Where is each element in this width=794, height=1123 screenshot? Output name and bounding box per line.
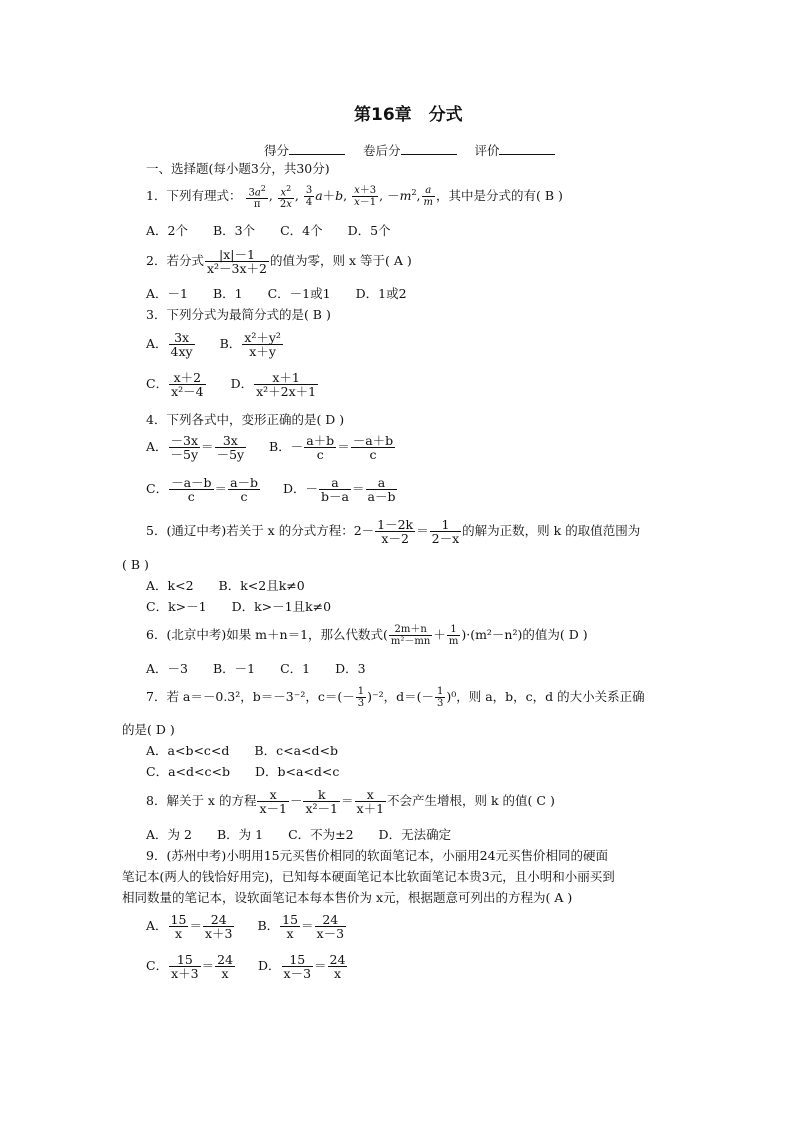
q4-d-left: $\frac{a}{b-a}$ [321,475,349,504]
q9-d-left: $\frac{15}{x-3}$ [283,952,312,981]
after-score-label: 卷后分 [362,143,401,158]
question-5-options-2: C．k>－1 D．k>－1且k≠0 [146,599,332,614]
question-1: 1．下列有理式： $\frac{3a^2}{\pi}$ , $\frac{x^2}{2x}$ , $\frac{3}{4}$ a＋b, $\frac{x+3}{x-1}$ , $-m^2$, $\frac{a}{m}$ ，其中是分式的有( B ) [146,184,563,211]
question-3: 3．下列分式为最简分式的是( B ) [146,307,331,322]
question-9-line-3: 相同数量的笔记本，设软面笔记本每本售价为 x元，根据题意可列出的方程为( A ) [122,890,573,905]
score-label: 得分 [264,143,290,158]
question-7-options-1: A．a<b<c<d B．c<a<d<b [146,743,338,758]
question-6: 6．(北京中考)如果 m＋n＝1，那么代数式( $\frac{2m+n}{\text{m²－mn}}$ ＋ $\frac{1}{m}$ )·(m²－n²)的值为( D ) [146,624,588,647]
question-8: 8．解关于 x 的方程 $\frac{x}{x-1}$ － $\frac{k}{\text{x²－1}}$ ＝ $\frac{x}{x+1}$ 不会产生增根，则 k 的值( C ) [146,787,555,816]
section-heading: 一、选择题(每小题3分，共30分) [146,161,330,176]
q4-b-right: $\frac{-a+b}{c}$ [352,433,394,462]
question-7-options-2: C．a<d<c<b D．b<a<d<c [146,764,340,779]
score-line [264,142,555,160]
question-2: 2．若分式 $\frac{|x|-1}{\text{x²－3x＋2}}$ 的值为零，则 x 等于( A ) [146,247,412,276]
question-9-line-1: 9．(苏州中考)小明用15元买售价相同的软面笔记本，小丽用24元买售价相同的硬面 [146,848,609,863]
q8-frac-3: $\frac{x}{x+1}$ [356,787,385,816]
question-8-options: A．为 2 B．为 1 C．不为±2 D．无法确定 [146,827,452,842]
q9-b-right: $\frac{24}{x-3}$ [316,912,345,941]
review-blank[interactable] [499,142,555,155]
q4-c-left: $\frac{-a-b}{c}$ [171,475,212,504]
q4-a-left: $\frac{-3x}{-5y}$ [170,433,199,462]
expr-4: $\frac{x+3}{x-1}$ [354,185,377,209]
q8-frac-2: $\frac{k}{\text{x²－1}}$ [305,787,338,816]
question-1-options: A．2个 B．3个 C．4个 D．5个 [146,223,391,238]
q3-option-a: $\frac{3x}{4xy}$ [170,330,193,359]
question-5-answer: ( B ) [122,557,149,572]
q3-option-c: $\frac{x+2}{\text{x²－4}}$ [171,370,204,399]
q8-frac-1: $\frac{x}{x-1}$ [259,787,287,816]
expr-5: $\frac{a}{m}$ [423,185,434,209]
q4-b-left: $\frac{a+b}{c}$ [306,433,335,462]
q5-frac-1: $\frac{1-2k}{x-2}$ [377,517,414,546]
q5-frac-2: $\frac{1}{2-x}$ [431,517,460,546]
q4-a-right: $\frac{3x}{-5y}$ [216,433,245,462]
question-9-line-2: 笔记本(两人的钱恰好用完)，已知每本硬面笔记本比软面笔记本贵3元，且小明和小丽买到 [122,869,615,884]
question-2-options: A．－1 B．1 C．－1或1 D．1或2 [146,286,407,301]
question-4-options-cd: C． $\frac{-a-b}{c}$ ＝ $\frac{a-b}{c}$ D．－ $\frac{a}{b-a}$ ＝ $\frac{a}{a-b}$ [146,475,396,504]
question-9-options-cd: C． $\frac{15}{x+3}$ ＝ $\frac{24}{x}$ D． $\frac{15}{x-3}$ ＝ $\frac{24}{x}$ [146,952,346,981]
q7-frac-c: $\frac{1}{3}$ [357,686,365,709]
expr-2: $\frac{x^2}{2x}$ [279,184,292,211]
question-3-options-cd: C． $\frac{x+2}{\text{x²－4}}$ D． $\frac{x+1}{\text{x²＋2x＋1}}$ [146,370,317,399]
question-9-options-ab: A． $\frac{15}{x}$ ＝ $\frac{24}{x+3}$ B． $\frac{15}{x}$ ＝ $\frac{24}{x-3}$ [146,912,345,941]
q9-a-left: $\frac{15}{x}$ [170,912,187,941]
q9-d-right: $\frac{24}{x}$ [329,952,346,981]
q6-frac-2: $\frac{1}{m}$ [448,624,459,647]
after-score-blank[interactable] [401,142,457,155]
question-5-options-1: A．k<2 B．k<2且k≠0 [146,578,305,593]
question-5: 5．(通辽中考)若关于 x 的分式方程：2－ $\frac{1-2k}{x-2}$ ＝ $\frac{1}{2-x}$ 的解为正数，则 k 的取值范围为 [146,517,641,546]
q6-frac-1: $\frac{2m+n}{\text{m²－mn}}$ [390,624,431,647]
expr-1: $\frac{3a^2}{\pi}$ [248,184,266,211]
q7-frac-d: $\frac{1}{3}$ [436,686,444,709]
q2-fraction: $\frac{|x|-1}{\text{x²－3x＋2}}$ [206,247,267,276]
q9-b-left: $\frac{15}{x}$ [282,912,299,941]
question-7: 7．若 a＝－0.3²，b＝－3⁻²，c＝(－ $\frac{1}{3}$ )⁻²，d＝(－ $\frac{1}{3}$ )⁰，则 a，b，c，d 的大小关系正确 [146,686,645,709]
question-4-options-ab: A． $\frac{-3x}{-5y}$ ＝ $\frac{3x}{-5y}$ B．－ $\frac{a+b}{c}$ ＝ $\frac{-a+b}{c}$ [146,433,394,462]
q4-d-right: $\frac{a}{a-b}$ [367,475,396,504]
question-7-line-2: 的是( D ) [122,722,175,737]
q9-a-right: $\frac{24}{x+3}$ [204,912,233,941]
question-6-options: A．－3 B．－1 C．1 D．3 [146,661,366,676]
review-label: 评价 [474,143,500,158]
expr-3: $\frac{3}{4}$ [305,185,313,209]
q9-c-right: $\frac{24}{x}$ [217,952,234,981]
page-title: 第16章 分式 [354,105,463,125]
score-blank[interactable] [289,142,345,155]
question-4: 4．下列各式中，变形正确的是( D ) [146,412,345,427]
q3-option-d: $\frac{x+1}{\text{x²＋2x＋1}}$ [256,370,317,399]
q9-c-left: $\frac{15}{x+3}$ [171,952,199,981]
q4-c-right: $\frac{a-b}{c}$ [230,475,259,504]
question-3-options-ab: A． $\frac{3x}{4xy}$ B． $\frac{\text{x²＋y²}}{x+y}$ [146,330,281,359]
q3-option-b: $\frac{\text{x²＋y²}}{x+y}$ [244,330,281,359]
